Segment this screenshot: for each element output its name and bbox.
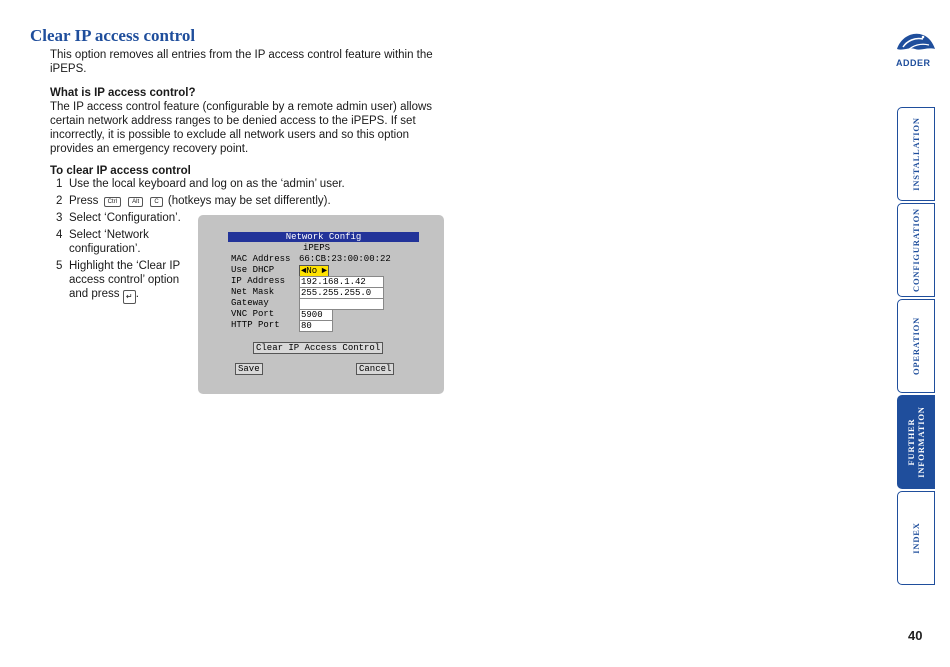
use-dhcp-label: Use DHCP (231, 265, 275, 275)
vnc-port-label: VNC Port (231, 309, 275, 319)
step-3 (50, 211, 189, 225)
mac-address-value: 66:CB:23:00:00:22 (299, 254, 391, 264)
network-config-screenshot (198, 215, 444, 394)
step-number: 4 (56, 229, 63, 241)
step-text: Press (69, 195, 99, 207)
tab-operation[interactable] (897, 299, 935, 393)
c-key-icon: C (150, 197, 162, 207)
clear-ip-access-control-button[interactable]: Clear IP Access Control (253, 342, 383, 354)
screenshot-subtitle: iPEPS (303, 243, 331, 253)
step-4 (50, 228, 169, 256)
what-text: The IP access control feature (configurable by a remote admin user) allows certain network address ranges to be denied access to the iPEPS. If set incorrectly, it is possible to exclude all network users and so this option provides an emergency recovery point. (50, 101, 433, 155)
page-title: Clear IP access control (30, 26, 196, 45)
tab-further-information-label: FURTHER INFORMATION (906, 406, 926, 478)
use-dhcp-value: No (306, 266, 318, 276)
step-text: Highlight the ‘Clear IP access control’ option and press (69, 260, 181, 300)
save-button[interactable]: Save (235, 363, 263, 375)
tab-index[interactable] (897, 491, 935, 585)
step-text: (hotkeys may be set differently). (167, 195, 331, 207)
step-1 (50, 177, 399, 191)
step-number: 5 (56, 260, 63, 272)
alt-key-icon: Alt (128, 197, 143, 207)
tab-configuration-label: CONFIGURATION (911, 208, 921, 292)
tab-further-information[interactable] (897, 395, 935, 489)
step-number: 1 (56, 178, 63, 190)
tab-configuration[interactable] (897, 203, 935, 297)
what-heading: What is IP access control? (50, 87, 196, 99)
net-mask-input[interactable]: 255.255.255.0 (299, 287, 384, 299)
tab-installation-label: INSTALLATION (911, 117, 921, 191)
step-5 (50, 259, 194, 304)
http-port-label: HTTP Port (231, 320, 280, 330)
step-end: . (135, 288, 139, 300)
step-text: Select ‘Configuration’. (69, 212, 181, 224)
page-number: 40 (908, 628, 923, 643)
enter-key-icon: ↵ (123, 290, 136, 304)
tab-operation-label: OPERATION (911, 316, 921, 376)
arrow-left-icon[interactable]: ◄ (301, 266, 307, 276)
step-number: 2 (56, 195, 63, 207)
intro-text: This option removes all entries from the IP access control feature within the iPEPS. (50, 49, 433, 75)
step-2 (50, 194, 399, 208)
adder-logo-text: ADDER (896, 58, 931, 68)
step-text: Use the local keyboard and log on as the ‘admin’ user. (69, 178, 345, 190)
tab-index-label: INDEX (911, 522, 921, 554)
arrow-right-icon[interactable]: ► (321, 266, 327, 276)
http-port-input[interactable]: 80 (299, 320, 333, 332)
gateway-label: Gateway (231, 298, 269, 308)
step-text: Select ‘Network configuration’. (69, 229, 149, 255)
mac-address-label: MAC Address (231, 254, 291, 264)
net-mask-label: Net Mask (231, 287, 275, 297)
ctrl-key-icon: Ctrl (104, 197, 121, 207)
vnc-port-input[interactable]: 5900 (299, 309, 333, 321)
ip-address-label: IP Address (231, 276, 286, 286)
steps-heading: To clear IP access control (50, 165, 191, 177)
step-number: 3 (56, 212, 63, 224)
cancel-button[interactable]: Cancel (356, 363, 394, 375)
tab-installation[interactable] (897, 107, 935, 201)
screenshot-title: Network Config (228, 232, 419, 242)
ip-address-input[interactable]: 192.168.1.42 (299, 276, 384, 288)
